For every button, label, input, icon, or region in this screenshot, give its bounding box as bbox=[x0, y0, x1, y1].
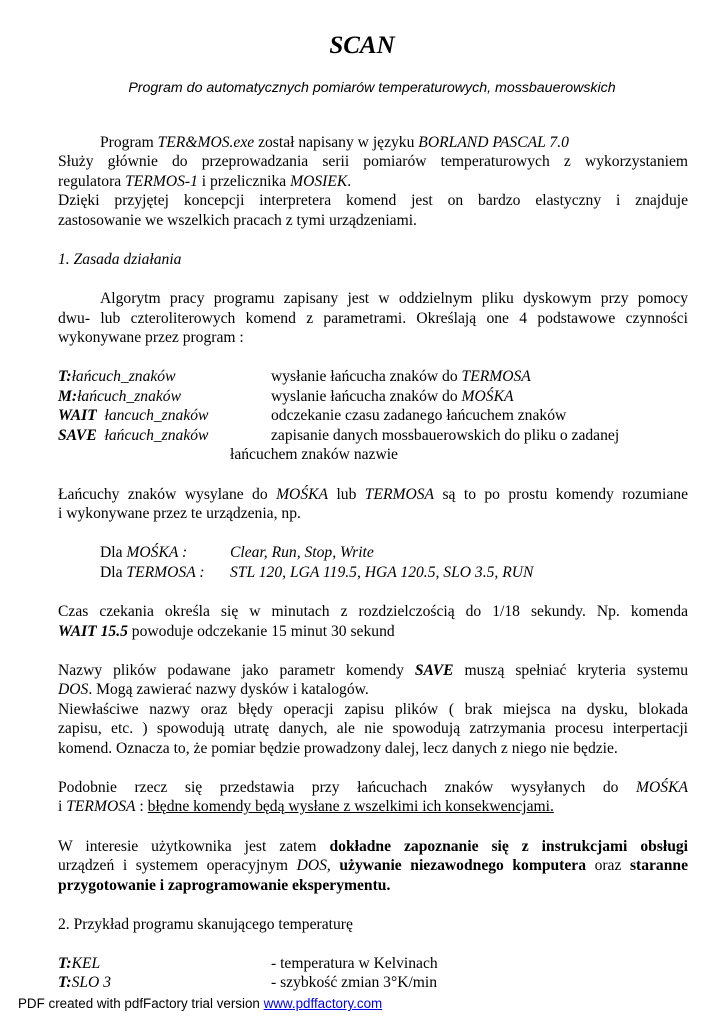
intro-line-3: regulatora TERMOS-1 i przelicznika MOSIEK. bbox=[58, 173, 352, 190]
pdffactory-link[interactable]: www.pdffactory.com bbox=[263, 996, 383, 1011]
pdf-footer bbox=[18, 996, 382, 1011]
s1-para-line-2: dwu- lub czteroliterowych komend z parametrami. Określają one 4 podstawowe czynności bbox=[58, 310, 688, 327]
example-mosk-commands: Clear, Run, Stop, Write bbox=[230, 544, 374, 561]
chains-line-1: Łańcuchy znaków wysylane do MOŚKA lub TERMOSA są to po prostu komendy rozumiane bbox=[58, 486, 689, 503]
intro-line-1: Program TER&MOS.exe został napisany w języku BORLAND PASCAL 7.0 bbox=[100, 134, 569, 151]
example-termos-label: Dla TERMOSA : bbox=[100, 564, 205, 581]
names-line-4: zapisu, etc. ) spowodują utratę danych, ale nie spowodują zatrzymania procesu interpertacji bbox=[58, 720, 688, 737]
names-line-3: Niewłaściwe nazwy oraz błędy operacji zapisu plików ( brak miejsca na dysku, blokada bbox=[58, 701, 688, 718]
command-desc: zapisanie danych mossbauerowskich do pliku o zadanej bbox=[271, 427, 620, 444]
command-row: T:łańcuch_znaków bbox=[58, 368, 176, 385]
intro-line-4: Dzięki przyjętej koncepcji interpretera komend jest on bardzo elastyczny i znajduje bbox=[58, 192, 688, 209]
wait-line-2: WAIT 15.5 powoduje odczekanie 15 minut 30 sekund bbox=[58, 623, 395, 640]
interest-line-3: przygotowanie i zaprogramowanie eksperymentu. bbox=[58, 877, 391, 894]
command-desc: wyslanie łańcucha znaków do MOŚKA bbox=[271, 388, 514, 405]
chains-line-2: i wykonywane przez te urządzenia, np. bbox=[58, 505, 301, 522]
intro-line-2: Służy głównie do przeprowadzania serii pomiarów temperaturowych z wykorzystaniem bbox=[58, 153, 688, 170]
document-title: SCAN bbox=[329, 32, 395, 59]
names-line-1: Nazwy plików podawane jako parametr komendy SAVE muszą spełniać kryteria systemu bbox=[58, 662, 688, 679]
s1-para-line-3: wykonywane przez program : bbox=[58, 329, 244, 346]
wait-line-1: Czas czekania określa się w minutach z rozdzielczością do 1/18 sekundy. Np. komenda bbox=[58, 603, 688, 620]
names-line-2: DOS. Mogą zawierać nazwy dysków i katalogów. bbox=[58, 681, 369, 698]
example-row: T:KEL bbox=[58, 955, 101, 972]
example-termos-commands: STL 120, LGA 119.5, HGA 120.5, SLO 3.5, RUN bbox=[230, 564, 534, 581]
example-desc: - temperatura w Kelvinach bbox=[271, 955, 438, 972]
pdf-footer-text: PDF created with pdfFactory trial version bbox=[18, 996, 264, 1011]
example-row: T:SLO 3 bbox=[58, 974, 111, 991]
interest-line-2: urządzeń i systemem operacyjnym DOS, używanie niezawodnego komputera oraz staranne bbox=[58, 857, 688, 874]
command-desc: wysłanie łańcucha znaków do TERMOSA bbox=[271, 368, 531, 385]
similar-line-2: i TERMOSA : błędne komendy będą wysłane z wszelkimi ich konsekwencjami. bbox=[58, 798, 554, 815]
section-1-heading: 1. Zasada działania bbox=[58, 251, 182, 268]
section-2-heading: 2. Przykład programu skanującego temperaturę bbox=[58, 916, 353, 933]
s1-para-line-1: Algorytm pracy programu zapisany jest w oddzielnym pliku dyskowym przy pomocy bbox=[100, 290, 688, 307]
similar-line-1: Podobnie rzecz się przedstawia przy łańcuchach znaków wysyłanych do MOŚKA bbox=[58, 779, 688, 796]
names-line-5: komend. Oznacza to, że pomiar będzie prowadzony dalej, lecz danych z niego nie będzie. bbox=[58, 740, 618, 757]
intro-line-5: zastosowanie we wszelkich pracach z tymi urządzeniami. bbox=[58, 212, 417, 229]
interest-line-1: W interesie użytkownika jest zatem dokładne zapoznanie się z instrukcjami obsługi bbox=[58, 838, 688, 855]
command-row: SAVE łańcuch_znaków bbox=[58, 427, 209, 444]
command-row: WAIT łancuch_znaków bbox=[58, 407, 209, 424]
command-row: M:łańcuch_znaków bbox=[58, 388, 182, 405]
document-subtitle: Program do automatycznych pomiarów temperaturowych, mossbauerowskich bbox=[128, 80, 616, 96]
example-desc: - szybkość zmian 3°K/min bbox=[271, 974, 438, 991]
example-mosk-label: Dla MOŚKA : bbox=[100, 544, 188, 561]
command-desc: odczekanie czasu zadanego łańcuchem znaków bbox=[271, 407, 567, 424]
command-desc-continued: łańcuchem znaków nazwie bbox=[230, 446, 398, 463]
